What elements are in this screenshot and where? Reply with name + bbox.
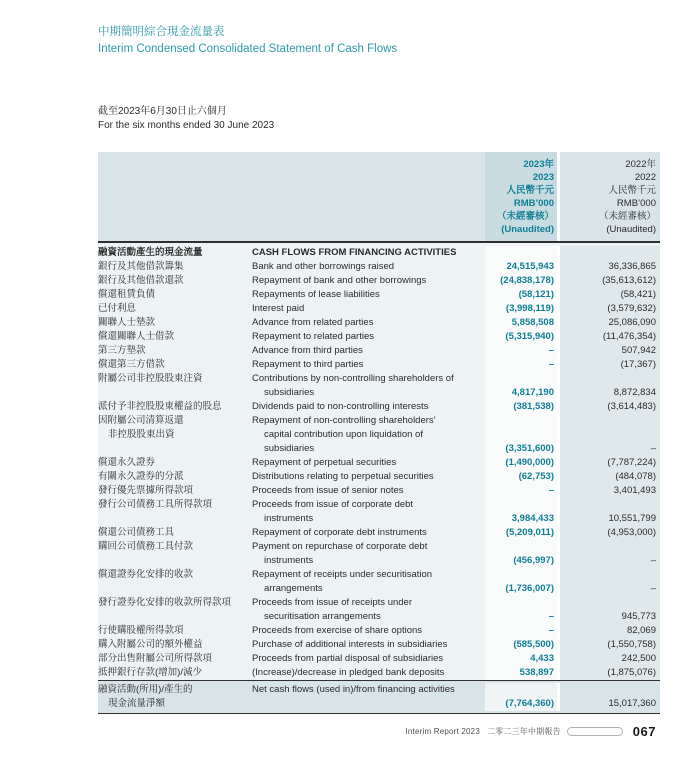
row-value-2022: 10,551,799	[560, 498, 660, 526]
table-row	[98, 274, 660, 288]
row-value-2022: (7,787,224)	[560, 456, 660, 470]
header-spacer-zh	[98, 152, 252, 241]
table-row	[98, 484, 660, 498]
row-value-2023: (5,209,011)	[485, 526, 557, 540]
row-value-2022	[560, 246, 660, 260]
row-value-2022: (3,614,483)	[560, 400, 660, 414]
table-row	[98, 568, 660, 596]
table-row	[98, 470, 660, 484]
row-value-2023: (456,997)	[485, 540, 557, 568]
header-2023-line: RMB’000	[513, 198, 554, 209]
row-value-2023: 4,817,190	[485, 372, 557, 400]
header-2023-line: 2023	[532, 172, 554, 183]
row-value-2022: 8,872,834	[560, 372, 660, 400]
header-2023-line: 2023年	[523, 159, 554, 170]
row-label-en: Proceeds from issue of corporate debt instruments	[252, 499, 414, 524]
row-value-2023: –	[485, 344, 557, 358]
row-label-zh: 償還公司債務工具	[98, 527, 175, 538]
row-label-zh: 購回公司債務工具付款	[98, 541, 194, 552]
page-footer	[405, 724, 656, 739]
header-2022-line: 2022	[634, 172, 656, 183]
row-value-2023: 5,858,508	[485, 316, 557, 330]
row-value-2022: 242,500	[560, 652, 660, 666]
row-value-2023: 4,433	[485, 652, 557, 666]
row-value-2022: 507,942	[560, 344, 660, 358]
header-2022-line: （未經審核）	[598, 211, 656, 222]
row-value-2022: (11,476,354)	[560, 330, 660, 344]
row-label-zh: 因附屬公司清算返還 非控股股東出資	[98, 415, 184, 440]
row-label-en: Repayment to third parties	[252, 359, 364, 370]
row-label-en: Repayment to related parties	[252, 331, 374, 342]
row-value-2022: (1,875,076)	[560, 666, 660, 680]
table-row	[98, 358, 660, 372]
table-row	[98, 260, 660, 274]
document-title	[98, 24, 397, 58]
row-label-zh: 行使購股權所得款項	[98, 625, 184, 636]
table-row	[98, 596, 660, 624]
row-label-en: Net cash flows (used in)/from financing activities	[252, 684, 455, 695]
row-value-2023: (5,315,940)	[485, 330, 557, 344]
page-title-zh: 中期簡明綜合現金流量表	[98, 26, 225, 38]
row-label-en: Purchase of additional interests in subsidiaries	[252, 639, 448, 650]
column-header-2023	[485, 152, 557, 241]
row-label-en: Repayments of lease liabilities	[252, 289, 380, 300]
table-row	[98, 638, 660, 652]
row-value-2023: –	[485, 596, 557, 624]
row-label-zh: 償還租賃負債	[98, 289, 156, 300]
table-row	[98, 666, 660, 680]
row-label-zh: 發行證券化安排的收款所得款項	[98, 597, 232, 608]
header-2023-line: (Unaudited)	[501, 224, 554, 235]
row-value-2022: (35,613,612)	[560, 274, 660, 288]
table-row	[98, 414, 660, 456]
row-label-zh: 銀行及其他借款還款	[98, 275, 184, 286]
row-value-2023: (381,538)	[485, 400, 557, 414]
table-row	[98, 652, 660, 666]
table-row	[98, 400, 660, 414]
row-label-en: Repayment of perpetual securities	[252, 457, 397, 468]
page-title-en: Interim Condensed Consolidated Statement of Cash Flows	[98, 43, 398, 55]
row-label-en: Proceeds from issue of receipts under securitisation arrangements	[252, 597, 412, 622]
row-value-2023	[485, 246, 557, 260]
row-value-2023: (62,753)	[485, 470, 557, 484]
table-row	[98, 456, 660, 470]
row-label-en: Repayment of receipts under securitisation arrangements	[252, 569, 433, 594]
row-label-en: Repayment of bank and other borrowings	[252, 275, 427, 286]
row-value-2022: 25,086,090	[560, 316, 660, 330]
reporting-period	[98, 105, 274, 133]
row-label-en: Contributions by non-controlling shareholders of subsidiaries	[252, 373, 454, 398]
row-label-en: Proceeds from exercise of share options	[252, 625, 423, 636]
cash-flow-table	[98, 152, 660, 714]
row-value-2023: 538,897	[485, 666, 557, 680]
period-zh: 截至2023年6月30日止六個月	[98, 106, 227, 117]
row-label-zh: 第三方墊款	[98, 345, 146, 356]
row-label-zh: 部分出售附屬公司所得款項	[98, 653, 213, 664]
header-2022-line: 人民幣千元	[608, 185, 656, 196]
row-label-en: Advance from related parties	[252, 317, 374, 328]
header-2022-line: 2022年	[625, 159, 656, 170]
row-value-2022: 82,069	[560, 624, 660, 638]
period-en: For the six months ended 30 June 2023	[98, 120, 275, 131]
row-value-2022: –	[560, 568, 660, 596]
row-label-zh: 購入附屬公司的額外權益	[98, 639, 203, 650]
footer-report-en: Interim Report 2023	[405, 727, 480, 736]
table-total-row	[98, 680, 660, 714]
row-label-zh: 融資活動(所用)/產生的 現金流量淨額	[98, 684, 193, 709]
table-row	[98, 316, 660, 330]
table-row	[98, 330, 660, 344]
row-value-2023: –	[485, 484, 557, 498]
row-label-zh: 已付利息	[98, 303, 137, 314]
row-label-en: Advance from third parties	[252, 345, 363, 356]
row-value-2022: 945,773	[560, 596, 660, 624]
row-value-2023: (1,490,000)	[485, 456, 557, 470]
row-value-2023: (3,998,119)	[485, 302, 557, 316]
row-label-zh: 有關永久證券的分派	[98, 471, 184, 482]
header-2023-line: 人民幣千元	[506, 185, 554, 196]
row-value-2022: 3,401,493	[560, 484, 660, 498]
row-value-2023: 3,984,433	[485, 498, 557, 526]
row-label-zh: 發行優先票據所得款項	[98, 485, 194, 496]
row-label-zh: 償還第三方借款	[98, 359, 165, 370]
row-label-en: (Increase)/decrease in pledged bank deposits	[252, 667, 445, 678]
row-label-zh: 關聯人士墊款	[98, 317, 156, 328]
row-value-2023: 24,515,943	[485, 260, 557, 274]
row-label-zh: 融資活動產生的現金流量	[98, 247, 203, 258]
row-value-2023: (24,838,178)	[485, 274, 557, 288]
table-row	[98, 302, 660, 316]
page-number: 067	[632, 724, 656, 739]
table-body	[98, 243, 660, 680]
row-label-zh: 發行公司債務工具所得款項	[98, 499, 213, 510]
row-label-zh: 償還永久證券	[98, 457, 156, 468]
table-header	[98, 152, 660, 243]
table-row	[98, 624, 660, 638]
row-value-2023: (1,736,007)	[485, 568, 557, 596]
row-label-zh: 償還證券化安排的收款	[98, 569, 194, 580]
header-spacer-en	[252, 152, 485, 241]
row-value-2023: –	[485, 358, 557, 372]
row-value-2022: (1,550,758)	[560, 638, 660, 652]
footer-report-zh: 二零二三年中期報告	[486, 727, 561, 736]
row-value-2022: 36,336,865	[560, 260, 660, 274]
table-row	[98, 344, 660, 358]
row-value-2023: (58,121)	[485, 288, 557, 302]
row-label-en: Dividends paid to non-controlling interests	[252, 401, 429, 412]
row-label-en: Bank and other borrowings raised	[252, 261, 395, 272]
table-row	[98, 246, 660, 260]
row-label-en: Proceeds from issue of senior notes	[252, 485, 404, 496]
row-value-2022: –	[560, 414, 660, 456]
table-row	[98, 372, 660, 400]
row-label-en: CASH FLOWS FROM FINANCING ACTIVITIES	[252, 247, 457, 258]
row-value-2022: (58,421)	[560, 288, 660, 302]
row-label-en: Repayment of corporate debt instruments	[252, 527, 427, 538]
row-value-2022: (484,078)	[560, 470, 660, 484]
row-label-zh: 派付予非控股股東權益的股息	[98, 401, 222, 412]
row-value-2022: (3,579,632)	[560, 302, 660, 316]
table-row	[98, 288, 660, 302]
row-value-2023: (585,500)	[485, 638, 557, 652]
row-label-zh: 償還關聯人士借款	[98, 331, 175, 342]
header-2023-line: （未經審核）	[496, 211, 554, 222]
page-number-tab-shape	[567, 727, 623, 736]
table-row	[98, 540, 660, 568]
row-label-en: Distributions relating to perpetual securities	[252, 471, 434, 482]
table-row	[98, 526, 660, 540]
row-label-en: Proceeds from partial disposal of subsidiaries	[252, 653, 444, 664]
row-label-en: Repayment of non-controlling shareholders’ capital contribution upon liquidation of subsidiaries	[252, 415, 436, 454]
row-label-zh: 銀行及其他借款籌集	[98, 261, 184, 272]
row-label-en: Payment on repurchase of corporate debt instruments	[252, 541, 428, 566]
row-value-2023: (3,351,600)	[485, 414, 557, 456]
row-value-2023: (7,764,360)	[485, 683, 557, 711]
column-header-2022	[560, 152, 660, 241]
row-label-en: Interest paid	[252, 303, 305, 314]
row-label-zh: 附屬公司非控股股東注資	[98, 373, 203, 384]
row-value-2022: (4,953,000)	[560, 526, 660, 540]
row-value-2022: –	[560, 540, 660, 568]
row-value-2022: 15,017,360	[560, 683, 660, 711]
row-label-zh: 抵押銀行存款(增加)/減少	[98, 667, 202, 678]
row-value-2022: (17,367)	[560, 358, 660, 372]
table-total-container	[98, 680, 660, 714]
header-2022-line: RMB’000	[616, 198, 656, 209]
header-2022-line: (Unaudited)	[606, 224, 656, 235]
row-value-2023: –	[485, 624, 557, 638]
table-row	[98, 498, 660, 526]
